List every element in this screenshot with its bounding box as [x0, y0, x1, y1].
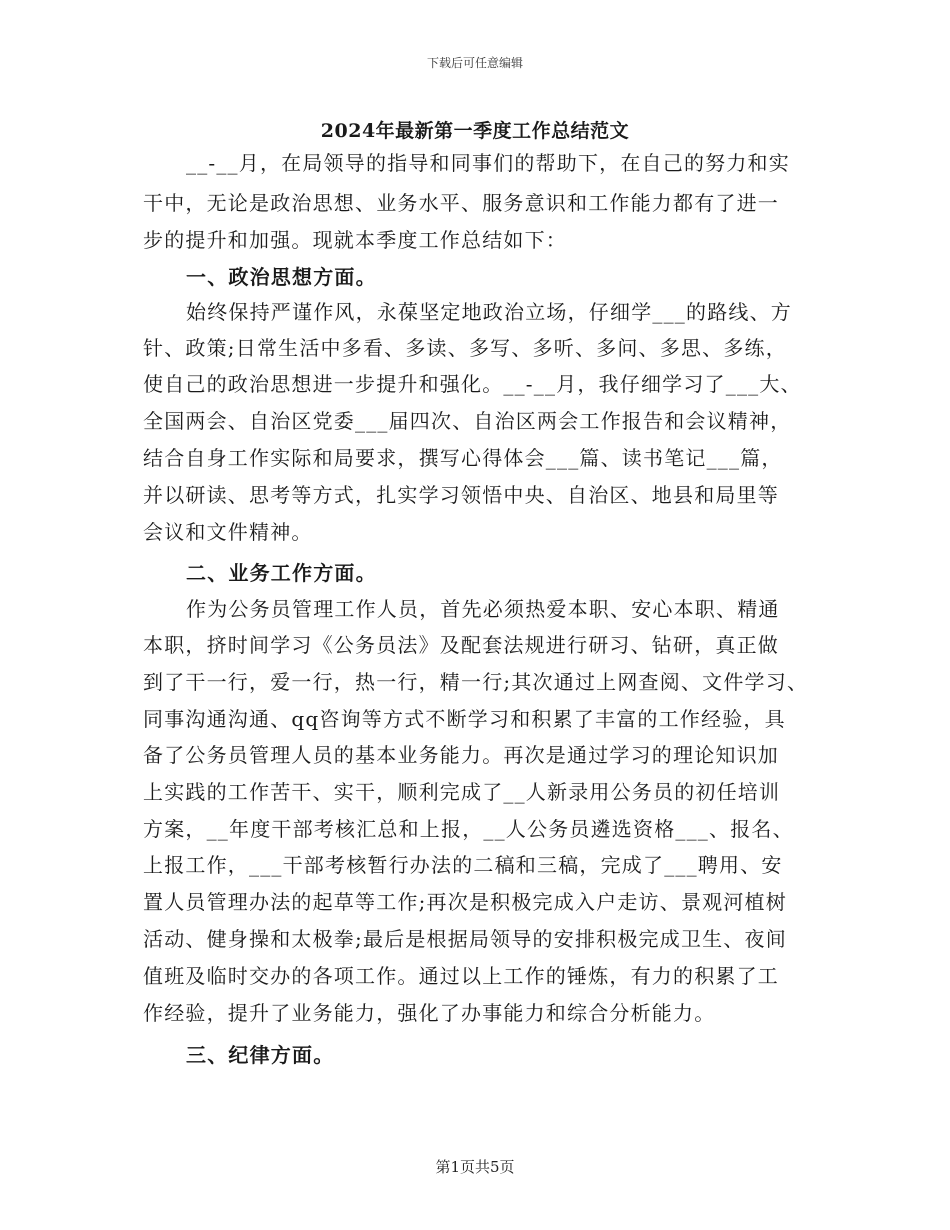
- paragraph-line: 到了干一行，爱一行，热一行，精一行;其次通过上网查阅、文件学习、: [143, 670, 809, 694]
- paragraph-line: 结合自身工作实际和局要求，撰写心得体会___篇、读书笔记___篇，: [143, 446, 783, 470]
- paragraph-line: 全国两会、自治区党委___届四次、自治区两会工作报告和会议精神，: [143, 409, 792, 433]
- paragraph-line: 值班及临时交办的各项工作。通过以上工作的锤炼，有力的积累了工: [143, 964, 779, 988]
- paragraph-line: 会议和文件精神。: [143, 520, 313, 544]
- paragraph-line: 上报工作，___干部考核暂行办法的二稿和三稿，完成了___聘用、安: [143, 853, 783, 877]
- section-heading: 二、业务工作方面。: [186, 561, 377, 585]
- paragraph-line: 置人员管理办法的起草等工作;再次是积极完成入户走访、景观河植树: [143, 890, 787, 914]
- paragraph-line: 本职，挤时间学习《公务员法》及配套法规进行研习、钻研，真正做: [143, 633, 779, 657]
- section-heading: 三、纪律方面。: [186, 1043, 335, 1067]
- paragraph-line: 使自己的政治思想进一步提升和强化。__-__月，我仔细学习了___大、: [143, 372, 802, 396]
- header-note: 下载后可任意编辑: [426, 56, 523, 70]
- paragraph-line: 干中，无论是政治思想、业务水平、服务意识和工作能力都有了进一: [143, 191, 779, 215]
- paragraph-line: 并以研读、思考等方式，扎实学习领悟中央、自治区、地县和局里等: [143, 483, 779, 507]
- paragraph-line: 针、政策;日常生活中多看、多读、多写、多听、多问、多思、多练，: [143, 336, 787, 360]
- paragraph-line: 作经验，提升了业务能力，强化了办事能力和综合分析能力。: [143, 1001, 716, 1025]
- paragraph-line: 上实践的工作苦干、实干，顺利完成了__人新录用公务员的初任培训: [143, 780, 781, 804]
- paragraph-line: 活动、健身操和太极拳;最后是根据局领导的安排积极完成卫生、夜间: [143, 927, 787, 951]
- paragraph-line: 始终保持严谨作风，永葆坚定地政治立场，仔细学___的路线、方: [186, 300, 792, 324]
- paragraph-line: 备了公务员管理人员的基本业务能力。再次是通过学习的理论知识加: [143, 743, 779, 767]
- paragraph-line: 作为公务员管理工作人员，首先必须热爱本职、安心本职、精通: [186, 597, 780, 621]
- page-number: 第1页共5页: [435, 1158, 515, 1176]
- paragraph-line: 步的提升和加强。现就本季度工作总结如下：: [143, 228, 567, 252]
- paragraph-line: __-__月，在局领导的指导和同事们的帮助下，在自己的努力和实: [186, 151, 790, 175]
- paragraph-line: 方案，__年度干部考核汇总和上报，__人公务员遴选资格___、报名、: [143, 817, 794, 841]
- document-title: 2024年最新第一季度工作总结范文: [320, 120, 630, 142]
- section-heading: 一、政治思想方面。: [186, 265, 377, 289]
- paragraph-line: 同事沟通沟通、qq咨询等方式不断学习和积累了丰富的工作经验，具: [143, 707, 786, 731]
